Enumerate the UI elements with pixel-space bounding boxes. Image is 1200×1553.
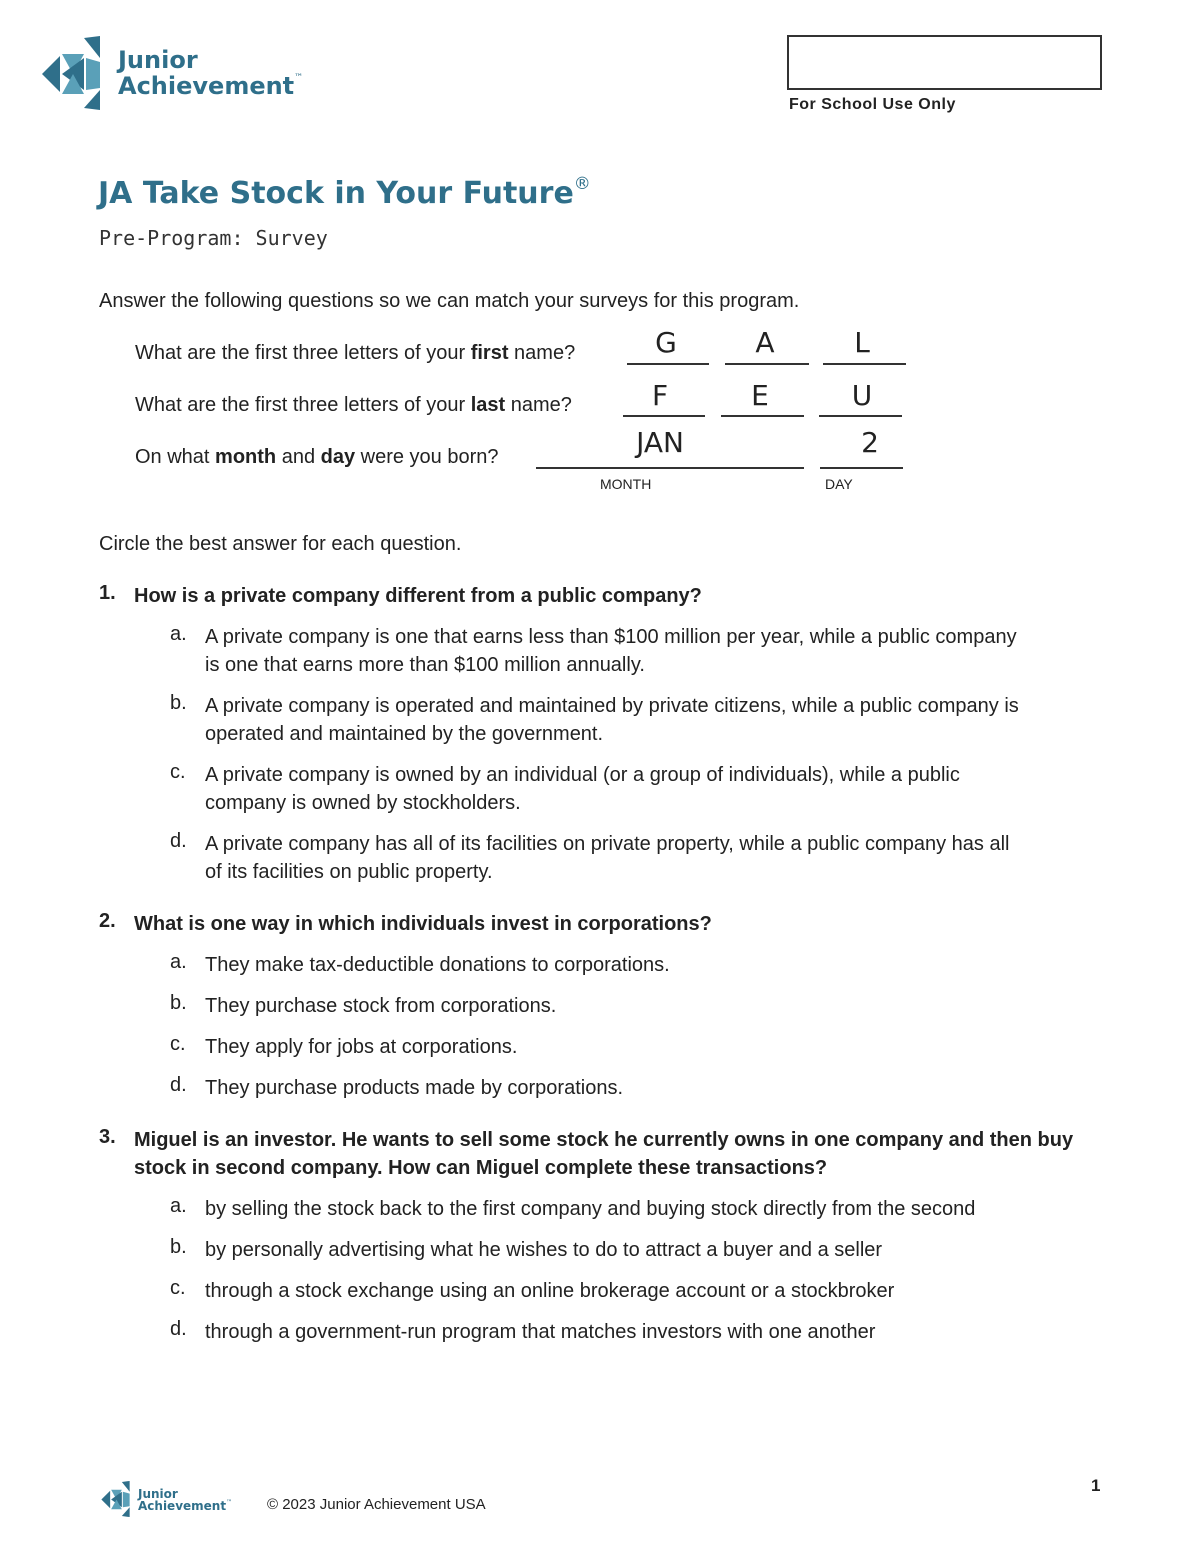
question-3 [99,1126,1109,1182]
last-name-letter-1: F [651,379,669,412]
option-text: by personally advertising what he wishes to do to attract a buyer and a seller [205,1239,883,1261]
month-label: MONTH [600,476,652,492]
last-name-q-post: name? [505,394,572,416]
question-number: 1. [99,582,116,604]
first-name-q-post: name? [508,342,576,364]
school-use-box[interactable] [787,35,1102,90]
school-use-label: For School Use Only [789,96,956,113]
first-name-question [135,342,575,365]
option-line: A private company is operated and maintained by private citizens, while a public company is [205,695,1019,717]
option-text [205,830,1009,886]
q3-option-b[interactable] [99,1236,1109,1264]
question-number: 3. [99,1126,116,1148]
option-line: A private company has all of its facilities on private property, while a public company has all [205,833,1010,855]
option-line: company is owned by stockholders. [205,792,521,814]
option-text [205,692,1019,748]
birth-q-month: month [215,446,277,468]
option-letter: b. [170,992,187,1014]
first-name-q-bold: first [470,342,509,364]
q2-option-a[interactable] [99,951,1109,979]
footer-logo [100,1480,240,1520]
footer-logo-line2 [138,1500,232,1512]
option-letter: c. [170,1277,186,1299]
option-letter: b. [170,1236,187,1258]
question-text [134,1126,1073,1182]
option-letter: a. [170,623,187,645]
first-name-letter-1: G [655,326,677,359]
last-name-line-1[interactable] [623,415,705,417]
option-line: A private company is one that earns less than $100 million per year, while a public company [205,626,1017,648]
option-letter: a. [170,951,187,973]
option-letter: d. [170,1318,187,1340]
first-name-letter-2: A [755,326,775,359]
question-text: How is a private company different from a public company? [134,585,702,607]
question-text: What is one way in which individuals invest in corporations? [134,913,712,935]
option-line: operated and maintained by the government. [205,723,604,745]
last-name-letter-2: E [751,379,769,412]
day-label: DAY [825,476,853,492]
q2-option-c[interactable] [99,1033,1109,1061]
question-line: Miguel is an investor. He wants to sell some stock he currently owns in one company and then buy [134,1129,1074,1151]
q3-option-d[interactable] [99,1318,1109,1346]
option-letter: b. [170,692,187,714]
option-letter: d. [170,1074,187,1096]
option-line: of its facilities on public property. [205,861,493,883]
day-line[interactable] [820,467,903,469]
question-2 [99,910,1109,938]
option-letter: c. [170,761,186,783]
last-name-line-3[interactable] [819,415,902,417]
option-letter: d. [170,830,187,852]
last-name-q-bold: last [470,394,506,416]
instructions: Circle the best answer for each question. [99,533,462,555]
copyright: © 2023 Junior Achievement USA [267,1496,486,1513]
last-name-q-pre: What are the first three letters of your [135,394,471,416]
q1-option-c[interactable] [99,761,1109,817]
ja-logo [40,34,304,112]
option-text [205,761,960,817]
footer-logo-line1: Junior [138,1487,178,1501]
question-list [99,582,1109,1346]
option-text: They make tax-deductible donations to corporations. [205,954,670,976]
option-text: through a government-run program that matches investors with one another [205,1321,876,1343]
ja-logo-tm: ™ [294,73,304,83]
footer-logo-tm: ™ [226,1499,233,1506]
birth-question [135,446,499,469]
q1-option-b[interactable] [99,692,1109,748]
birth-q-pre: On what [135,446,216,468]
q2-option-b[interactable] [99,992,1109,1020]
option-text: They apply for jobs at corporations. [205,1036,518,1058]
ja-footer-logo-mark-icon [100,1480,132,1518]
id-intro: Answer the following questions so we can match your surveys for this program. [99,290,800,312]
option-text: by selling the stock back to the first company and buying stock directly from the second [205,1198,976,1220]
page-title-text: JA Take Stock in Your Future [98,176,574,211]
first-name-line-2[interactable] [725,363,809,365]
ja-logo-line2-text: Achievement [118,72,295,100]
option-text [205,623,1017,679]
option-line: A private company is owned by an individual (or a group of individuals), while a public [205,764,960,786]
last-name-line-2[interactable] [721,415,804,417]
ja-logo-mark-icon [40,34,104,112]
ja-logo-line1: Junior [118,46,198,74]
birth-q-day: day [320,446,356,468]
q3-option-a[interactable] [99,1195,1109,1223]
ja-logo-line2 [118,74,303,98]
last-name-question [135,394,572,417]
month-value: JAN [636,426,684,459]
option-text: They purchase products made by corporations. [205,1077,623,1099]
option-text: They purchase stock from corporations. [205,995,557,1017]
month-line[interactable] [536,467,804,469]
first-name-q-pre: What are the first three letters of your [135,342,471,364]
page-title [98,176,591,211]
last-name-letter-3: U [851,379,873,412]
q1-option-a[interactable] [99,623,1109,679]
day-value: 2 [861,426,879,459]
q1-option-d[interactable] [99,830,1109,886]
question-number: 2. [99,910,116,932]
first-name-line-1[interactable] [627,363,709,365]
option-line: is one that earns more than $100 million annually. [205,654,645,676]
registered-mark: ® [573,174,591,194]
footer-logo-line2-text: Achievement [138,1499,227,1513]
q3-option-c[interactable] [99,1277,1109,1305]
page-number: 1 [1091,1476,1101,1495]
birth-q-mid: and [276,446,321,468]
q2-option-d[interactable] [99,1074,1109,1102]
option-text: through a stock exchange using an online brokerage account or a stockbroker [205,1280,895,1302]
birth-q-post: were you born? [355,446,499,468]
option-letter: a. [170,1195,187,1217]
first-name-letter-3: L [854,326,870,359]
question-line: stock in second company. How can Miguel complete these transactions? [134,1157,828,1179]
question-1 [99,582,1109,610]
page-subtitle: Pre-Program: Survey [99,226,328,250]
option-letter: c. [170,1033,186,1055]
first-name-line-3[interactable] [823,363,906,365]
